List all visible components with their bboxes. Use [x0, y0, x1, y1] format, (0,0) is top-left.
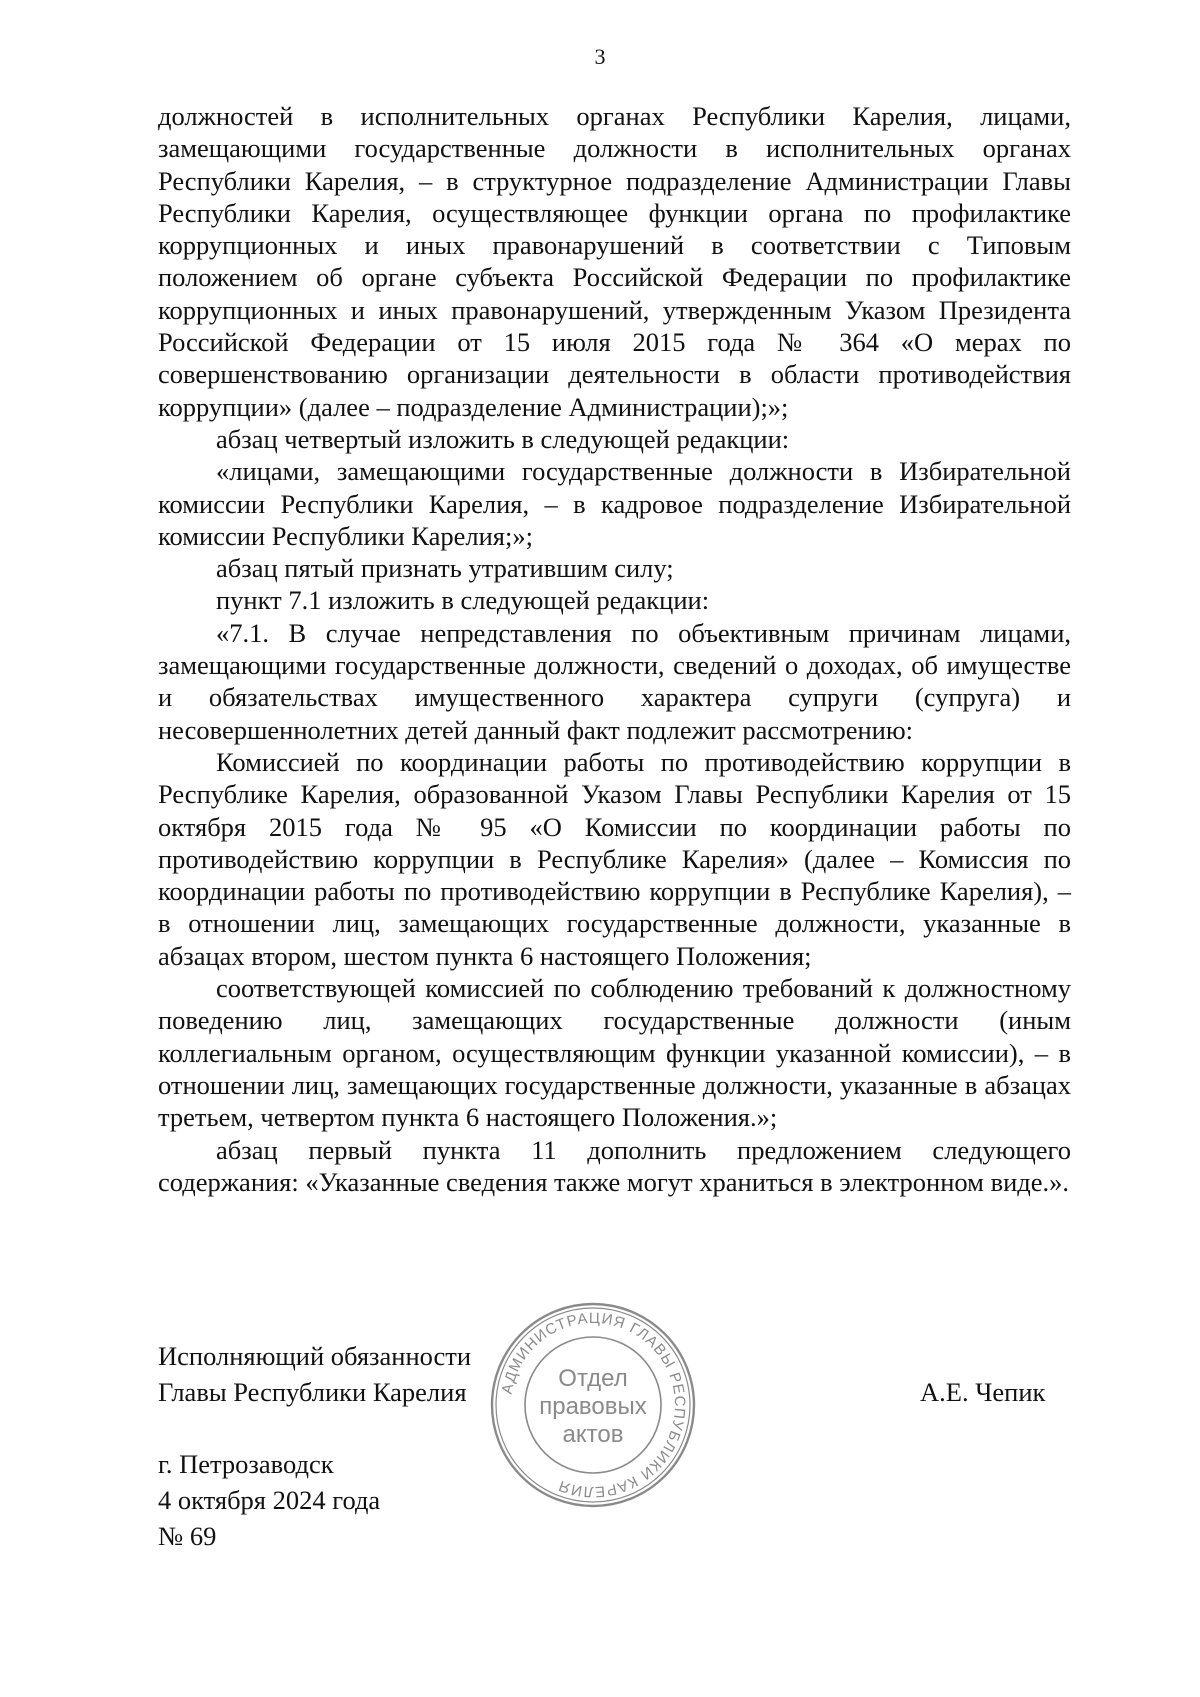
paragraph-repeal-instruction: абзац пятый признать утратившим силу;: [216, 553, 674, 584]
document-body: [158, 100, 1071, 1198]
signature-block: [158, 1338, 471, 1410]
stamp-center-text: Отдел: [558, 1365, 628, 1392]
signatory-name: А.Е. Чепик: [920, 1377, 1046, 1407]
paragraph-amendment-instruction: абзац четвертый изложить в следующей редакции:: [216, 423, 790, 454]
paragraph-relevant-commission: соответствующей комиссией по соблюдению требований к должностному поведению лиц, замещающих государственные должности (иным коллегиальным органом, осуществляющим функции указанной комиссии), – в отношении лиц, замещающих государственные должности, указанные в абзацах третьем, четвертом пункта 6 настоящего Положения.»;: [158, 973, 1071, 1133]
stamp-ring-text: АДМИНИСТРАЦИЯ ГЛАВЫ РЕСПУБЛИКИ КАРЕЛИЯ: [498, 1309, 689, 1501]
paragraph-clause-7-1: «7.1. В случае непредставления по объективным причинам лицами, замещающими государственные должности, сведений о доходах, об имуществе и обязательствах имущественного характера супруги (супруга) и несовершеннолетних детей данный факт подлежит рассмотрению:: [158, 617, 1071, 745]
signatory-position: Исполняющий обязанности: [158, 1341, 472, 1371]
paragraph-continuation: должностей в исполнительных органах Республики Карелия, лицами, замещающими государственные должности в исполнительных органах Республики Карелия, – в структурное подразделение Администрации Главы Республики Карелия, осуществляющее функции органа по профилактике коррупционных и иных правонарушений в соответствии с Типовым положением об органе субъекта Российской Федерации по профилактике коррупционных и иных правонарушений, утвержденным Указом Президента Российской Федерации от 15 июля 2015 года № 364 «О мерах по совершенствованию организации деятельности в области противодействия коррупции» (далее – подразделение Администрации);»;: [158, 101, 1071, 422]
stamp-seal: [488, 1300, 698, 1510]
stamp-center-text: правовых: [539, 1393, 647, 1420]
place: г. Петрозаводск: [158, 1449, 334, 1479]
page-number: 3: [594, 44, 606, 69]
date: 4 октября 2024 года: [158, 1485, 381, 1515]
paragraph-amendment-instruction: пункт 7.1 изложить в следующей редакции:: [216, 585, 710, 616]
signatory-position: Главы Республики Карелия: [158, 1377, 467, 1407]
place-date-block: [158, 1446, 380, 1554]
stamp-seal-icon: [488, 1300, 698, 1510]
paragraph-clause-11: абзац первый пункта 11 дополнить предложением следующего содержания: «Указанные сведения также могут храниться в электронном виде.».: [158, 1134, 1071, 1197]
document-number: № 69: [158, 1521, 217, 1551]
paragraph-amendment-text: «лицами, замещающими государственные должности в Избирательной комиссии Республики Карелия, – в кадровое подразделение Избирательной комиссии Республики Карелия;»;: [158, 456, 1071, 551]
stamp-center-text: актов: [562, 1421, 624, 1448]
paragraph-commission: Комиссией по координации работы по противодействию коррупции в Республике Карелия, образованной Указом Главы Республики Карелия от 15 октября 2015 года № 95 «О Комиссии по координации работы по противодействию коррупции в Республике Карелия» (далее – Комиссия по координации работы по противодействию коррупции в Республике Карелия), – в отношении лиц, замещающих государственные должности, указанные в абзацах втором, шестом пункта 6 настоящего Положения;: [158, 746, 1071, 971]
